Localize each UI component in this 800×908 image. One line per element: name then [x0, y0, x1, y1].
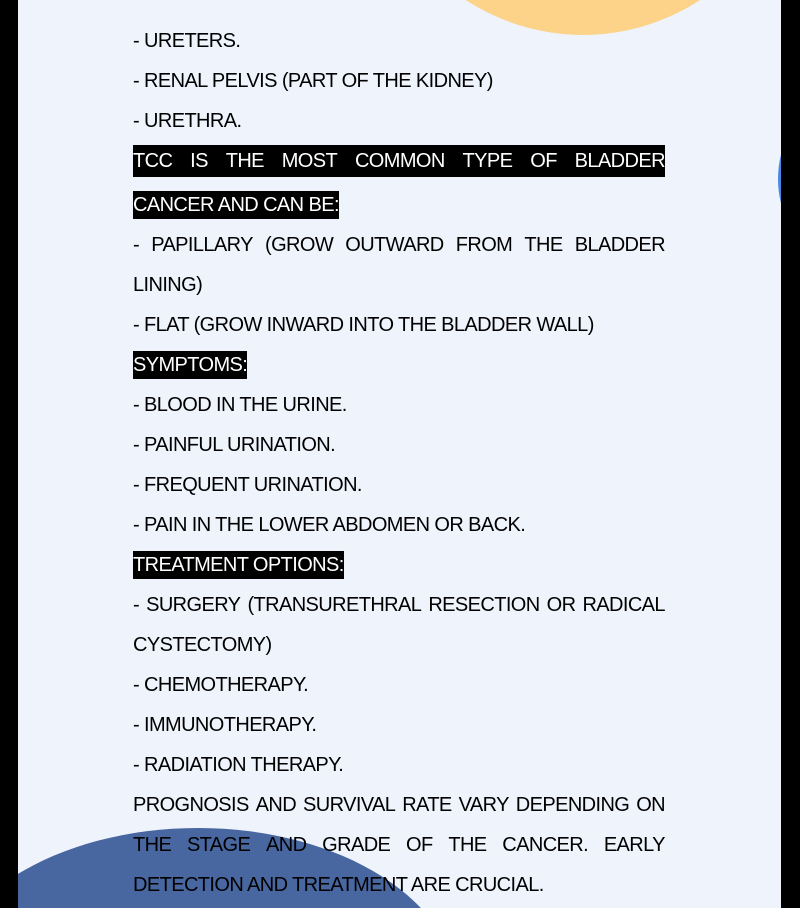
word: OF [406, 834, 433, 856]
word: STAGE [186, 834, 251, 856]
word: FROM [455, 234, 513, 256]
word: (TRANSURETHRAL [247, 594, 422, 616]
word: AND [265, 834, 307, 856]
list-item-papillary-cont: LINING) [133, 274, 203, 296]
word: GRADE [322, 834, 391, 856]
list-item-urethra: - URETHRA. [133, 110, 242, 132]
symptoms-heading [133, 345, 665, 385]
list-item-pain-lower: - PAIN IN THE LOWER ABDOMEN OR BACK. [133, 514, 526, 536]
tcc-heading-line-1 [133, 145, 665, 185]
word: SURVIVAL [303, 794, 396, 816]
list-item-painful: - PAINFUL URINATION. [133, 434, 336, 456]
word: OF [530, 150, 557, 172]
word: VARY [458, 794, 509, 816]
word: TYPE [462, 150, 513, 172]
word: PAPILLARY [151, 234, 253, 256]
document-page [18, 0, 781, 908]
word: RATE [402, 794, 452, 816]
tcc-heading-words [133, 145, 665, 177]
word: TCC [133, 150, 173, 172]
word: THE [524, 234, 563, 256]
symptoms-heading-text: SYMPTOMS: [133, 351, 247, 379]
list-item-papillary [133, 225, 665, 265]
list-item-surgery-cont: CYSTECTOMY) [133, 634, 272, 656]
word: BLADDER [574, 150, 665, 172]
word: THE [133, 834, 172, 856]
word: MOST [281, 150, 338, 172]
list-item-ureters: - URETERS. [133, 30, 241, 52]
word: - [133, 234, 140, 256]
prognosis-line-3: DETECTION AND TREATMENT ARE CRUCIAL. [133, 874, 544, 896]
word: THE [225, 150, 264, 172]
word: CANCER. [502, 834, 589, 856]
word: RADICAL [582, 594, 665, 616]
decorative-blue-circle [778, 115, 781, 243]
word: OUTWARD [345, 234, 444, 256]
word: DEPENDING [515, 794, 630, 816]
word: IS [190, 150, 208, 172]
word: ON [636, 794, 665, 816]
word: SURGERY [146, 594, 241, 616]
list-item-immuno: - IMMUNOTHERAPY. [133, 714, 317, 736]
word: COMMON [354, 150, 445, 172]
treatment-heading [133, 545, 665, 585]
prognosis-line-2 [133, 825, 665, 865]
word: (GROW [265, 234, 334, 256]
document-text [133, 21, 665, 905]
treatment-heading-text: TREATMENT OPTIONS: [133, 551, 344, 579]
tcc-heading-text-2: CANCER AND CAN BE: [133, 191, 339, 219]
list-item-flat: - FLAT (GROW INWARD INTO THE BLADDER WALL) [133, 314, 594, 336]
word: THE [448, 834, 487, 856]
word: PROGNOSIS [133, 794, 249, 816]
word: - [133, 594, 140, 616]
word: RESECTION [428, 594, 540, 616]
list-item-radiation: - RADIATION THERAPY. [133, 754, 344, 776]
prognosis-line-1 [133, 785, 665, 825]
tcc-heading-line-2 [133, 185, 665, 225]
word: AND [255, 794, 297, 816]
list-item-surgery [133, 585, 665, 625]
list-item-frequent: - FREQUENT URINATION. [133, 474, 362, 496]
word: EARLY [603, 834, 665, 856]
word: OR [546, 594, 576, 616]
word: BLADDER [574, 234, 665, 256]
list-item-renal-pelvis: - RENAL PELVIS (PART OF THE KIDNEY) [133, 70, 493, 92]
list-item-chemo: - CHEMOTHERAPY. [133, 674, 309, 696]
list-item-blood: - BLOOD IN THE URINE. [133, 394, 347, 416]
